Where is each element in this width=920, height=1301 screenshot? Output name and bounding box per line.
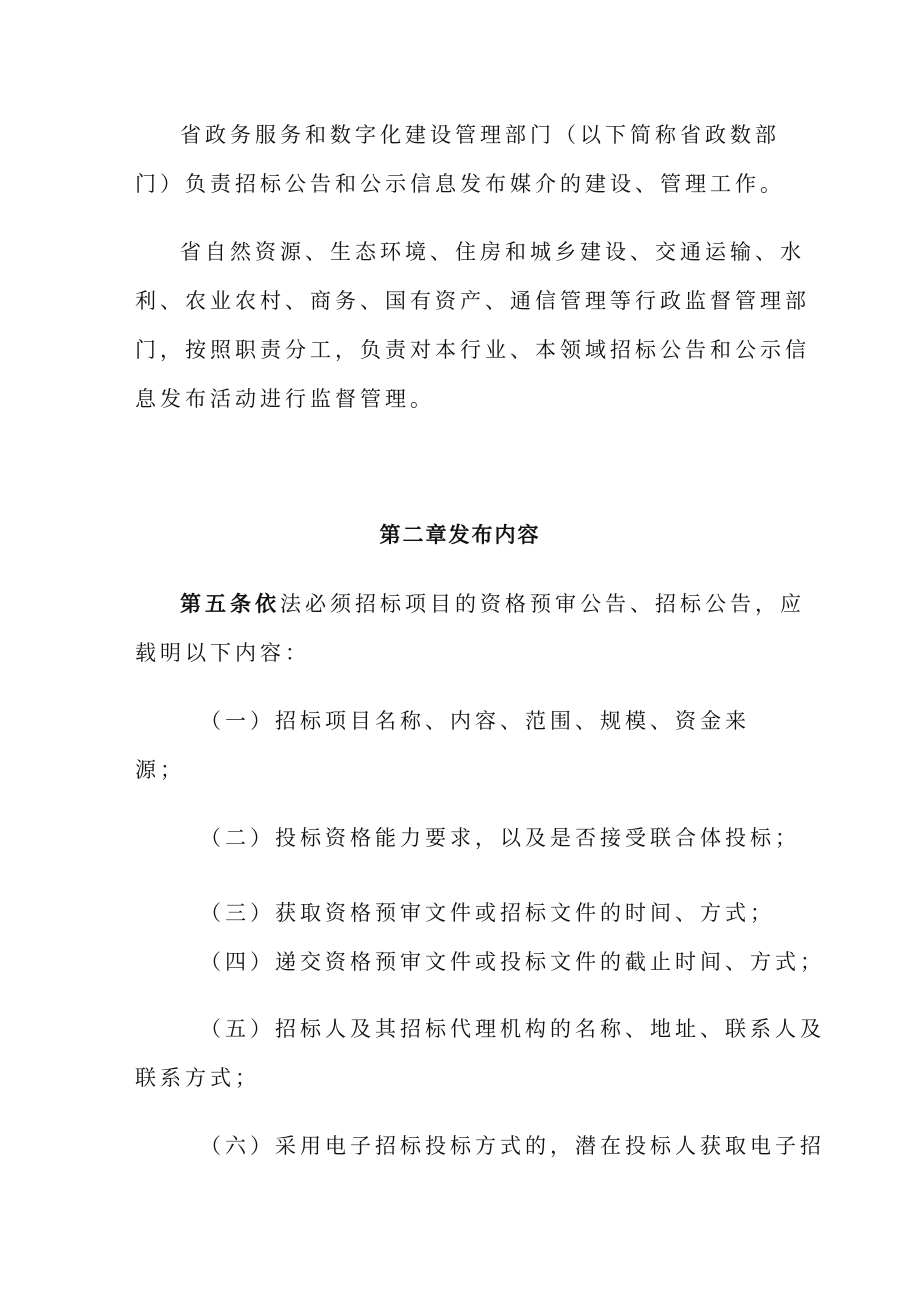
paragraph-1-line-1: 省政务服务和数字化建设管理部门（以下简称省政数部	[180, 123, 780, 147]
paragraph-2-line-1: 省自然资源、生态环境、住房和城乡建设、交通运输、水	[180, 240, 805, 264]
item-4-line-1: （四）递交资格预审文件或投标文件的截止时间、方式；	[200, 950, 825, 974]
item-6-line-1: （六）采用电子招标投标方式的，潜在投标人获取电子招	[200, 1134, 825, 1158]
article-5-label: 第五条依	[180, 591, 280, 616]
paragraph-2-line-2: 利、农业农村、商务、国有资产、通信管理等行政监督管理部	[135, 289, 810, 313]
item-1-line-2: 源；	[135, 758, 185, 782]
article-5-line-2: 载明以下内容：	[135, 641, 310, 665]
paragraph-1-line-2: 门）负责招标公告和公示信息发布媒介的建设、管理工作。	[135, 172, 785, 196]
item-5-line-2: 联系方式；	[135, 1066, 260, 1090]
paragraph-2-line-3: 门，按照职责分工，负责对本行业、本领域招标公告和公示信	[135, 338, 810, 362]
item-2-line-1: （二）投标资格能力要求，以及是否接受联合体投标；	[200, 826, 800, 850]
article-5-text: 法必须招标项目的资格预审公告、招标公告，应	[280, 592, 805, 616]
paragraph-2-line-4: 息发布活动进行监督管理。	[135, 387, 435, 411]
item-1-line-1: （一）招标项目名称、内容、范围、规模、资金来	[200, 709, 750, 733]
item-5-line-1: （五）招标人及其招标代理机构的名称、地址、联系人及	[200, 1017, 825, 1041]
chapter-heading: 第二章发布内容	[379, 522, 541, 547]
item-3-line-1: （三）获取资格预审文件或招标文件的时间、方式；	[200, 901, 775, 925]
article-5-line-1	[180, 590, 805, 618]
